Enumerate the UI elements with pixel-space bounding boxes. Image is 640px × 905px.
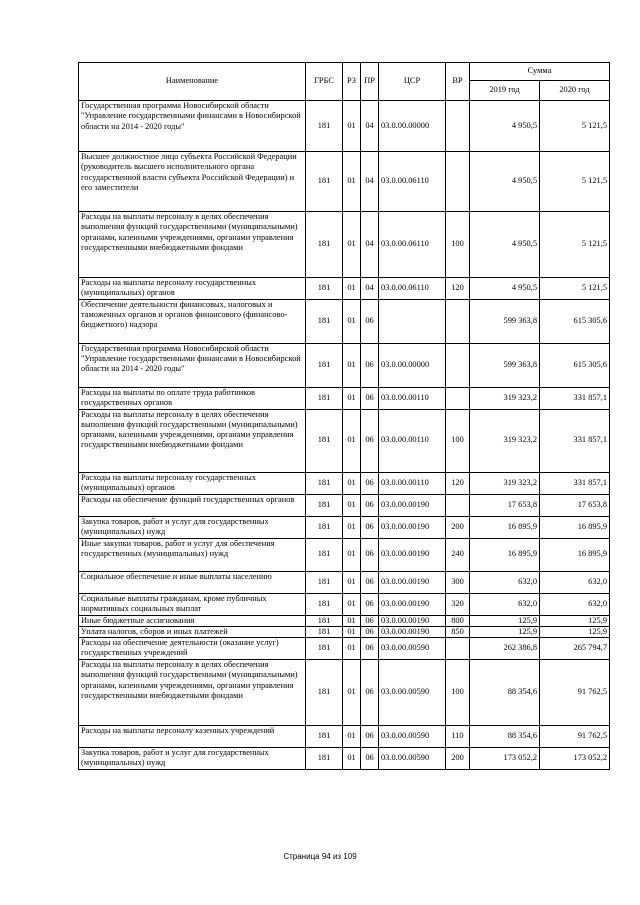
row-rz: 01 (343, 152, 361, 212)
row-csr: 03.0.00.00110 (379, 387, 446, 409)
header-grbs: ГРБС (306, 63, 343, 101)
row-vr: 200 (446, 516, 470, 538)
header-csr: ЦСР (379, 63, 446, 101)
row-grbs: 181 (306, 726, 343, 748)
row-sum-2020: 632,0 (540, 571, 610, 593)
row-name: Расходы на выплаты персоналу казенных учреждений (79, 726, 306, 748)
row-name: Государственная программа Новосибирской области "Управление государственными финансами в Новосибирской области на 2014 - 2020 годы" (79, 101, 306, 152)
row-sum-2020: 5 121,5 (540, 101, 610, 152)
row-csr: 03.0.00.00590 (379, 638, 446, 660)
row-sum-2020: 125,9 (540, 615, 610, 626)
row-rz: 01 (343, 212, 361, 278)
row-rz: 01 (343, 626, 361, 637)
row-pr: 04 (361, 212, 379, 278)
row-pr: 06 (361, 472, 379, 494)
row-rz: 01 (343, 593, 361, 615)
row-vr (446, 343, 470, 387)
row-name: Социальные выплаты гражданам, кроме публичных нормативных социальных выплат (79, 593, 306, 615)
header-pr: ПР (361, 63, 379, 101)
row-sum-2020: 331 857,1 (540, 472, 610, 494)
table-row (79, 409, 610, 472)
row-sum-2020: 615 305,6 (540, 343, 610, 387)
row-grbs: 181 (306, 299, 343, 343)
row-sum-2020: 16 895,9 (540, 538, 610, 571)
row-vr: 300 (446, 571, 470, 593)
row-name: Иные бюджетные ассигнования (79, 615, 306, 626)
row-sum-2020: 125,9 (540, 626, 610, 637)
row-sum-2019: 173 052,2 (470, 748, 540, 770)
row-sum-2019: 88 354,6 (470, 660, 540, 726)
row-sum-2020: 632,0 (540, 593, 610, 615)
row-grbs: 181 (306, 472, 343, 494)
row-name: Расходы на выплаты персоналу в целях обеспечения выполнения функций государственными (муниципальными) органами, казенными учреждениями, органами управления государственными внебюджетными фондами (79, 660, 306, 726)
row-sum-2019: 632,0 (470, 571, 540, 593)
row-sum-2020: 331 857,1 (540, 409, 610, 472)
row-name: Закупка товаров, работ и услуг для государственных (муниципальных) нужд (79, 748, 306, 770)
row-vr: 800 (446, 615, 470, 626)
row-sum-2020: 615 305,6 (540, 299, 610, 343)
row-grbs: 181 (306, 748, 343, 770)
row-sum-2020: 5 121,5 (540, 278, 610, 300)
row-grbs: 181 (306, 278, 343, 300)
row-sum-2019: 125,9 (470, 626, 540, 637)
row-name: Расходы на обеспечение деятельности (оказание услуг) государственных учреждений (79, 638, 306, 660)
row-rz: 01 (343, 726, 361, 748)
row-pr: 06 (361, 660, 379, 726)
row-sum-2020: 5 121,5 (540, 212, 610, 278)
row-pr: 06 (361, 626, 379, 637)
row-csr: 03.0.00.00190 (379, 615, 446, 626)
row-sum-2020: 5 121,5 (540, 152, 610, 212)
table-row (79, 212, 610, 278)
table-row (79, 571, 610, 593)
row-csr: 03.0.00.00190 (379, 538, 446, 571)
table-row (79, 660, 610, 726)
row-pr: 06 (361, 516, 379, 538)
row-vr (446, 387, 470, 409)
row-sum-2019: 16 895,9 (470, 516, 540, 538)
row-vr (446, 101, 470, 152)
row-pr: 06 (361, 538, 379, 571)
row-grbs: 181 (306, 152, 343, 212)
table-row (79, 593, 610, 615)
row-sum-2020: 16 895,9 (540, 516, 610, 538)
row-grbs: 181 (306, 626, 343, 637)
header-vr: ВР (446, 63, 470, 101)
row-csr: 03.0.00.00590 (379, 660, 446, 726)
row-sum-2019: 632,0 (470, 593, 540, 615)
row-rz: 01 (343, 538, 361, 571)
row-grbs: 181 (306, 101, 343, 152)
row-sum-2019: 4 950,5 (470, 278, 540, 300)
row-rz: 01 (343, 516, 361, 538)
table-row (79, 299, 610, 343)
row-rz: 01 (343, 571, 361, 593)
row-pr: 04 (361, 152, 379, 212)
row-rz: 01 (343, 638, 361, 660)
row-sum-2019: 88 354,6 (470, 726, 540, 748)
row-vr (446, 152, 470, 212)
table-row (79, 387, 610, 409)
header-sum: Сумма (470, 63, 610, 81)
row-name: Расходы на выплаты персоналу государственных (муниципальных) органов (79, 472, 306, 494)
row-rz: 01 (343, 748, 361, 770)
table-row (79, 638, 610, 660)
row-csr: 03.0.00.00190 (379, 494, 446, 516)
row-grbs: 181 (306, 593, 343, 615)
row-name: Расходы на выплаты персоналу государственных (муниципальных) органов (79, 278, 306, 300)
row-grbs: 181 (306, 409, 343, 472)
row-csr: 03.0.00.00110 (379, 472, 446, 494)
table-body (79, 101, 610, 770)
row-vr (446, 494, 470, 516)
row-sum-2019: 599 363,8 (470, 299, 540, 343)
row-sum-2020: 91 762,5 (540, 726, 610, 748)
row-csr: 03.0.00.06110 (379, 152, 446, 212)
table-row (79, 472, 610, 494)
row-rz: 01 (343, 387, 361, 409)
table-row (79, 748, 610, 770)
table-row (79, 101, 610, 152)
row-sum-2019: 4 950,5 (470, 152, 540, 212)
row-vr (446, 638, 470, 660)
row-grbs: 181 (306, 343, 343, 387)
row-pr: 06 (361, 571, 379, 593)
row-csr: 03.0.00.00000 (379, 101, 446, 152)
row-sum-2020: 173 052,2 (540, 748, 610, 770)
row-sum-2020: 17 653,8 (540, 494, 610, 516)
table-row (79, 343, 610, 387)
row-vr (446, 299, 470, 343)
row-csr: 03.0.00.00590 (379, 748, 446, 770)
row-csr: 03.0.00.00190 (379, 571, 446, 593)
row-name: Обеспечение деятельности финансовых, налоговых и таможенных органов и органов финансового (финансово-бюджетного) надзора (79, 299, 306, 343)
row-name: Социальное обеспечение и иные выплаты населению (79, 571, 306, 593)
row-pr: 04 (361, 278, 379, 300)
table-row (79, 152, 610, 212)
row-csr: 03.0.00.00590 (379, 726, 446, 748)
row-name: Расходы на выплаты персоналу в целях обеспечения выполнения функций государственными (муниципальными) органами, казенными учреждениями, органами управления государственными внебюджетными фондами (79, 409, 306, 472)
table-row (79, 726, 610, 748)
row-rz: 01 (343, 494, 361, 516)
row-rz: 01 (343, 101, 361, 152)
row-name: Закупка товаров, работ и услуг для государственных (муниципальных) нужд (79, 516, 306, 538)
row-name: Высшее должностное лицо субъекта Российской Федерации (руководитель высшего исполнительного органа государственной власти субъекта Российской Федерации) и его заместители (79, 152, 306, 212)
row-name: Иные закупки товаров, работ и услуг для обеспечения государственных (муниципальных) нужд (79, 538, 306, 571)
table-row (79, 626, 610, 637)
row-sum-2019: 16 895,9 (470, 538, 540, 571)
row-csr: 03.0.00.00190 (379, 626, 446, 637)
row-pr: 06 (361, 638, 379, 660)
row-name: Расходы на выплаты персоналу в целях обеспечения выполнения функций государственными (муниципальными) органами, казенными учреждениями, органами управления государственными внебюджетными фондами (79, 212, 306, 278)
row-pr: 06 (361, 748, 379, 770)
row-sum-2020: 91 762,5 (540, 660, 610, 726)
row-vr: 320 (446, 593, 470, 615)
row-vr: 240 (446, 538, 470, 571)
row-grbs: 181 (306, 538, 343, 571)
row-rz: 01 (343, 615, 361, 626)
row-pr: 06 (361, 409, 379, 472)
row-rz: 01 (343, 278, 361, 300)
row-csr: 03.0.00.00190 (379, 516, 446, 538)
header-year-2020: 2020 год (540, 81, 610, 101)
row-sum-2019: 262 386,8 (470, 638, 540, 660)
row-sum-2019: 319 323,2 (470, 409, 540, 472)
header-name: Наименование (79, 63, 306, 101)
row-name: Расходы на выплаты по оплате труда работников государственных органов (79, 387, 306, 409)
row-vr: 100 (446, 212, 470, 278)
row-name: Уплата налогов, сборов и иных платежей (79, 626, 306, 637)
row-grbs: 181 (306, 494, 343, 516)
row-pr: 06 (361, 726, 379, 748)
row-pr: 06 (361, 615, 379, 626)
header-rz: РЗ (343, 63, 361, 101)
row-name: Государственная программа Новосибирской области "Управление государственными финансами в Новосибирской области на 2014 - 2020 годы" (79, 343, 306, 387)
row-vr: 850 (446, 626, 470, 637)
row-grbs: 181 (306, 387, 343, 409)
row-rz: 01 (343, 660, 361, 726)
row-pr: 06 (361, 593, 379, 615)
row-grbs: 181 (306, 638, 343, 660)
budget-table (78, 62, 610, 770)
row-sum-2019: 125,9 (470, 615, 540, 626)
row-pr: 06 (361, 387, 379, 409)
table-row (79, 615, 610, 626)
row-rz: 01 (343, 472, 361, 494)
row-rz: 01 (343, 299, 361, 343)
row-sum-2019: 4 950,5 (470, 212, 540, 278)
row-vr: 100 (446, 409, 470, 472)
table-row (79, 516, 610, 538)
row-sum-2019: 4 950,5 (470, 101, 540, 152)
row-sum-2019: 319 323,2 (470, 472, 540, 494)
row-grbs: 181 (306, 516, 343, 538)
row-sum-2020: 331 857,1 (540, 387, 610, 409)
row-vr: 200 (446, 748, 470, 770)
row-sum-2019: 17 653,8 (470, 494, 540, 516)
row-sum-2020: 265 794,7 (540, 638, 610, 660)
row-pr: 06 (361, 494, 379, 516)
row-vr: 100 (446, 660, 470, 726)
row-csr: 03.0.00.00190 (379, 593, 446, 615)
row-pr: 06 (361, 343, 379, 387)
row-grbs: 181 (306, 660, 343, 726)
row-sum-2019: 319 323,2 (470, 387, 540, 409)
row-grbs: 181 (306, 212, 343, 278)
table-row (79, 278, 610, 300)
row-rz: 01 (343, 343, 361, 387)
table-row (79, 538, 610, 571)
row-sum-2019: 599 363,8 (470, 343, 540, 387)
row-csr: 03.0.00.00000 (379, 343, 446, 387)
row-pr: 04 (361, 101, 379, 152)
row-grbs: 181 (306, 571, 343, 593)
row-pr: 06 (361, 299, 379, 343)
row-csr: 03.0.00.06110 (379, 212, 446, 278)
row-csr (379, 299, 446, 343)
row-csr: 03.0.00.00110 (379, 409, 446, 472)
row-vr: 120 (446, 472, 470, 494)
row-vr: 110 (446, 726, 470, 748)
row-grbs: 181 (306, 615, 343, 626)
header-year-2019: 2019 год (470, 81, 540, 101)
row-name: Расходы на обеспечение функций государственных органов (79, 494, 306, 516)
page-footer: Страница 94 из 109 (283, 852, 357, 861)
table-row (79, 494, 610, 516)
row-vr: 120 (446, 278, 470, 300)
row-csr: 03.0.00.06110 (379, 278, 446, 300)
row-rz: 01 (343, 409, 361, 472)
